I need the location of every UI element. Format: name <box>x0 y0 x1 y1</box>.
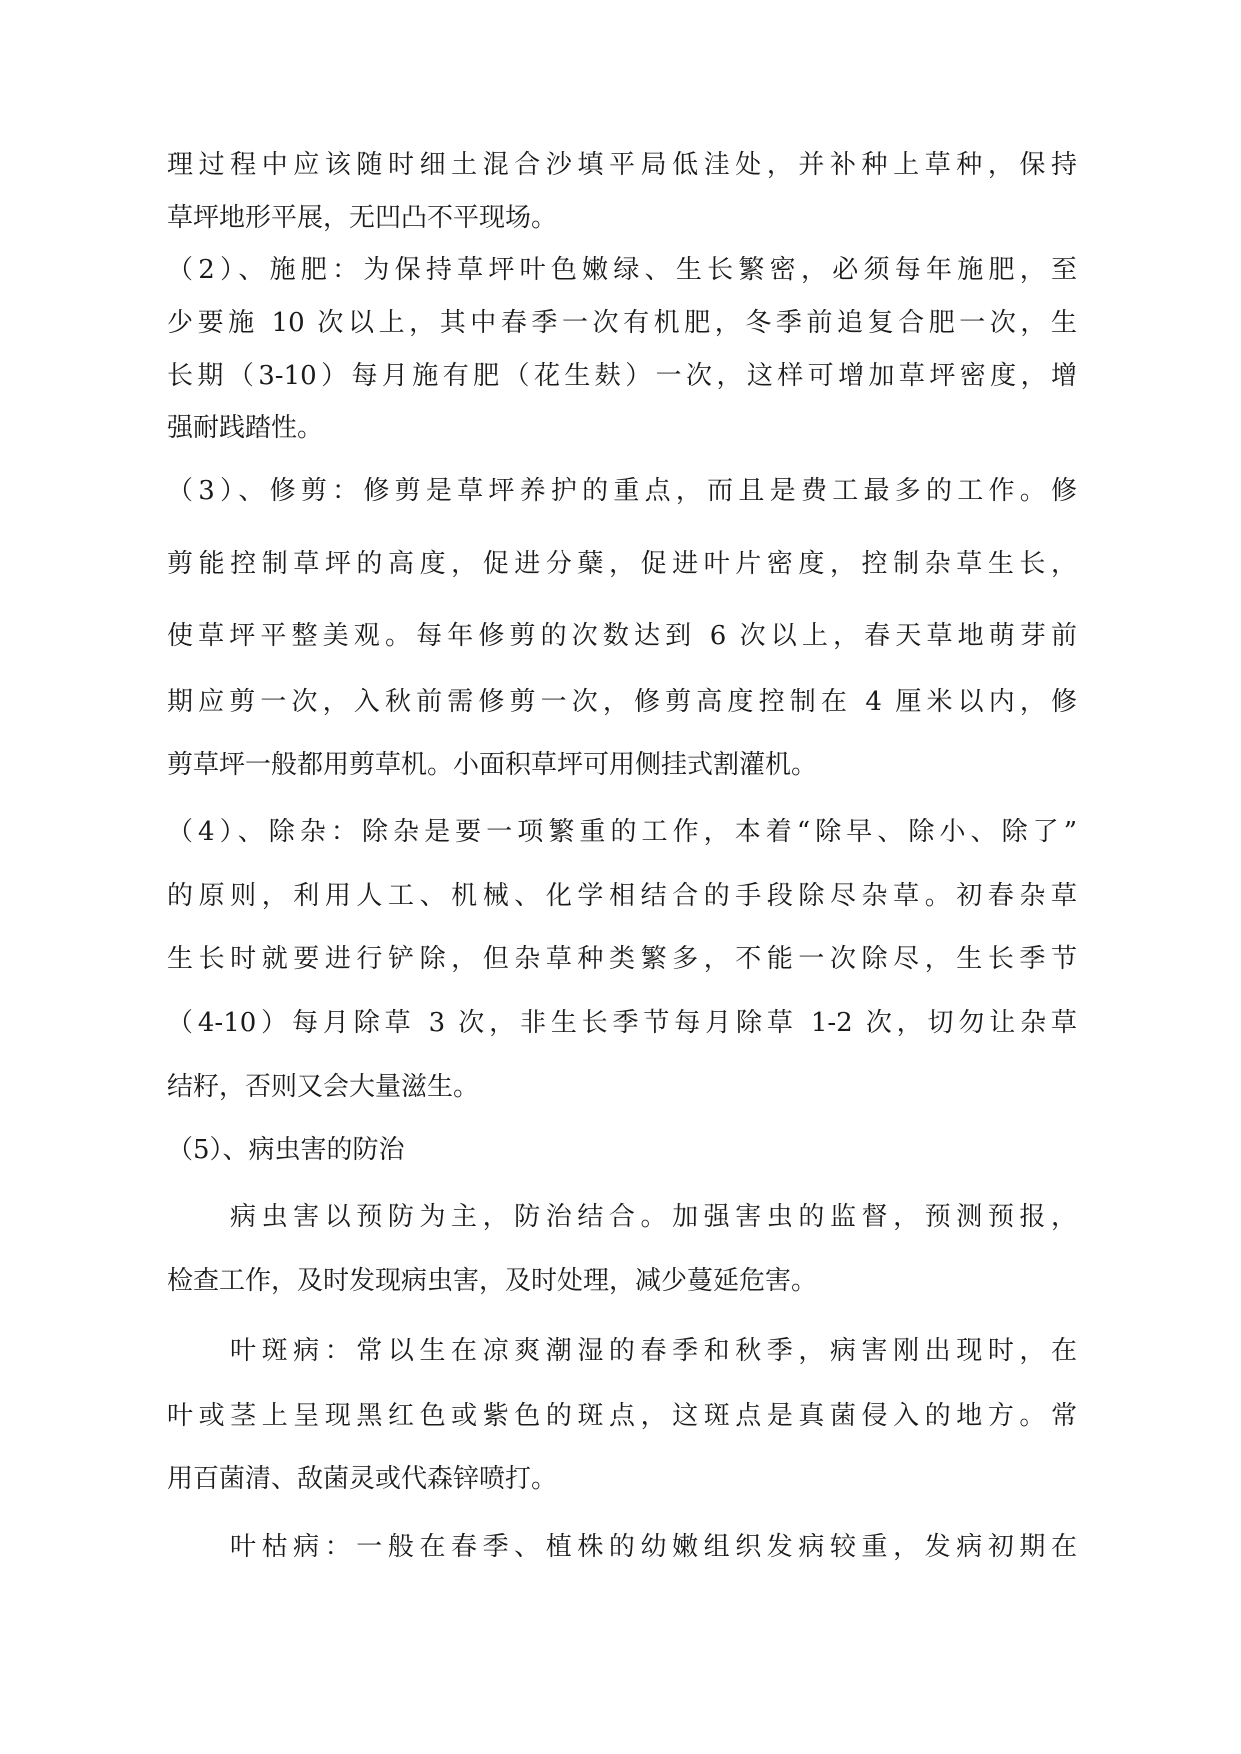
text-line: （2）、施肥：为保持草坪叶色嫩绿、生长繁密，必须每年施肥，至 <box>167 255 1077 285</box>
text-line: 理过程中应该随时细土混合沙填平局低洼处，并补种上草种，保持 <box>167 150 1077 180</box>
text-line: 生长时就要进行铲除，但杂草种类繁多，不能一次除尽，生长季节 <box>167 944 1077 974</box>
text-line: （3）、修剪：修剪是草坪养护的重点，而且是费工最多的工作。修 <box>167 476 1077 506</box>
text-line: 检查工作，及时发现病虫害，及时处理，减少蔓延危害。 <box>167 1266 818 1296</box>
text-line: 病虫害以预防为主，防治结合。加强害虫的监督，预测预报， <box>230 1202 1077 1232</box>
text-line: 使草坪平整美观。每年修剪的次数达到 6 次以上，春天草地萌芽前 <box>167 621 1077 651</box>
text-line: 剪能控制草坪的高度，促进分蘖，促进叶片密度，控制杂草生长， <box>167 549 1077 579</box>
section-heading: （5）、病虫害的防治 <box>167 1135 405 1165</box>
text-line: （4-10）每月除草 3 次，非生长季节每月除草 1-2 次，切勿让杂草 <box>167 1008 1077 1038</box>
text-line: 用百菌清、敌菌灵或代森锌喷打。 <box>167 1464 558 1494</box>
text-line: 期应剪一次，入秋前需修剪一次，修剪高度控制在 4 厘米以内，修 <box>167 687 1077 717</box>
text-line: 的原则，利用人工、机械、化学相结合的手段除尽杂草。初春杂草 <box>167 881 1077 911</box>
text-line: 叶或茎上呈现黑红色或紫色的斑点，这斑点是真菌侵入的地方。常 <box>167 1401 1077 1431</box>
text-line: （4）、除杂：除杂是要一项繁重的工作，本着“除早、除小、除了” <box>167 817 1077 847</box>
text-line: 剪草坪一般都用剪草机。小面积草坪可用侧挂式割灌机。 <box>167 750 818 780</box>
text-line: 结籽，否则又会大量滋生。 <box>167 1072 480 1102</box>
text-line: 叶枯病：一般在春季、植株的幼嫩组织发病较重，发病初期在 <box>230 1532 1077 1562</box>
text-line: 草坪地形平展，无凹凸不平现场。 <box>167 203 558 233</box>
text-line: 强耐践踏性。 <box>167 413 324 443</box>
text-line: 少要施 10 次以上，其中春季一次有机肥，冬季前追复合肥一次，生 <box>167 308 1077 338</box>
text-line: 叶斑病：常以生在凉爽潮湿的春季和秋季，病害刚出现时，在 <box>230 1336 1077 1366</box>
text-line: 长期（3-10）每月施有肥（花生麸）一次，这样可增加草坪密度，增 <box>167 361 1077 391</box>
